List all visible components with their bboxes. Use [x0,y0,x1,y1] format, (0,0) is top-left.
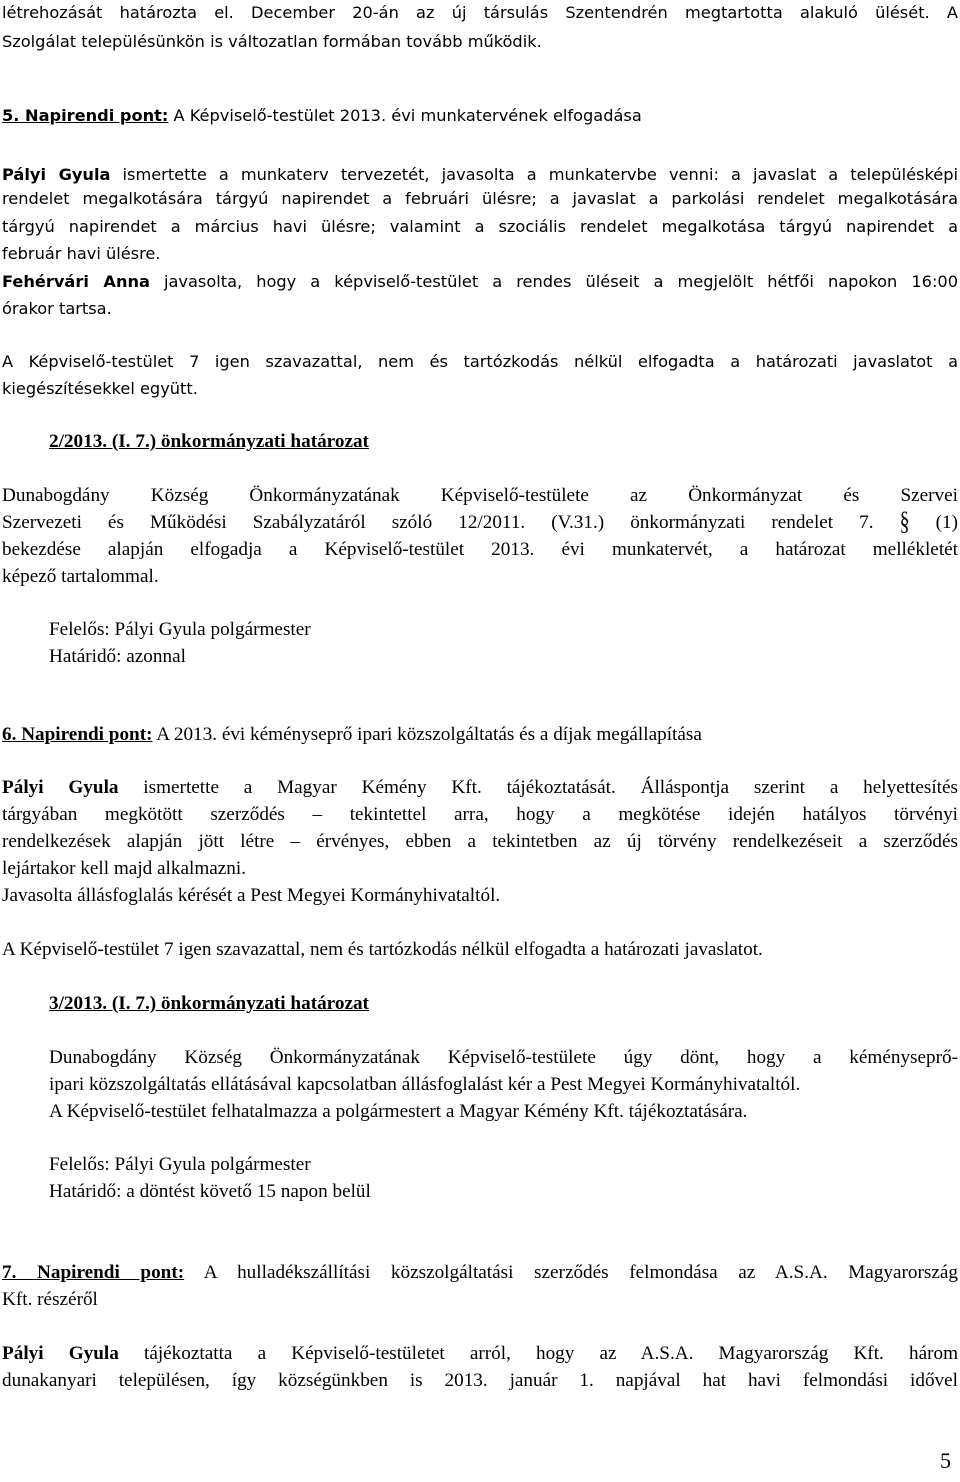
resolution-text-line: A Képviselő-testület felhatalmazza a polgármestert a Magyar Kémény Kft. tájékoztatására. [49,1101,748,1122]
resolution-title: 2/2013. (I. 7.) önkormányzati határozat [49,431,369,452]
deadline-line: Határidő: azonnal [49,646,186,667]
resolution-text-line: képező tartalommal. [2,566,159,587]
paragraph-line: rendelkezések alapján jött létre – érvényes, ebben a tekintetben az új törvény rendelkezéseit a szerződés [2,831,958,852]
agenda-item-6-heading: 6. Napirendi pont: A 2013. évi kéményseprő ipari közszolgáltatás és a díjak megállapítása [2,724,702,745]
paragraph-line: órakor tartsa. [2,299,112,318]
paragraph-line: Pályi Gyula ismertette a munkaterv tervezetét, javasolta a munkatervbe venni: a javaslat a településképi [2,165,958,184]
resolution-text-line: ipari közszolgáltatás ellátásával kapcsolatban állásfoglalást kér a Pest Megyei Kormányhivataltól. [49,1074,801,1095]
intro-line: Szolgálat településünkön is változatlan formában tovább működik. [2,32,542,51]
paragraph-line: tárgyában megkötött szerződés – tekintettel arra, hogy a megkötése idején hatályos törvényi [2,804,958,825]
paragraph-line: tárgyú napirendet a március havi ülésre; valamint a szociális rendelet megalkotása tárgyú napirendet a [2,217,958,236]
resolution-text-line: Szervezeti és Működési Szabályzatáról szóló 12/2011. (V.31.) önkormányzati rendelet 7. § (1) [2,507,958,537]
responsible-line: Felelős: Pályi Gyula polgármester [49,1154,311,1175]
intro-line: létrehozását határozta el. December 20-án az új társulás Szentendrén megtartotta alakuló ülését. A [2,3,958,22]
paragraph-line: Pályi Gyula ismertette a Magyar Kémény Kft. tájékoztatását. Álláspontja szerint a helyettesítés [2,777,958,798]
resolution-text-line: Dunabogdány Község Önkormányzatának Képviselő-testülete úgy dönt, hogy a kéményseprő- [49,1047,958,1068]
responsible-line: Felelős: Pályi Gyula polgármester [49,619,311,640]
agenda-item-7-heading: 7. Napirendi pont: A hulladékszállítási közszolgáltatási szerződés felmondása az A.S.A. Magyarország [2,1262,958,1283]
agenda-item-5-heading: 5. Napirendi pont: A Képviselő-testület 2013. évi munkatervének elfogadása [2,106,642,125]
resolution-text-line: bekezdése alapján elfogadja a Képviselő-testület 2013. évi munkatervét, a határozat mellékletét [2,539,958,560]
resolution-title: 3/2013. (I. 7.) önkormányzati határozat [49,993,369,1014]
paragraph-line: Javasolta állásfoglalás kérését a Pest Megyei Kormányhivataltól. [2,885,501,906]
paragraph-line: Pályi Gyula tájékoztatta a Képviselő-testületet arról, hogy az A.S.A. Magyarország Kft. három [2,1343,958,1364]
vote-line: A Képviselő-testület 7 igen szavazattal, nem és tartózkodás nélkül elfogadta a határozati javaslatot. [2,939,763,960]
paragraph-line: február havi ülésre. [2,244,161,263]
agenda-item-7-heading-cont: Kft. részéről [2,1289,98,1310]
paragraph-line: dunakanyari településen, így községünkben is 2013. január 1. napjával hat havi felmondási idővel [2,1370,958,1391]
deadline-line: Határidő: a döntést követő 15 napon belül [49,1181,371,1202]
resolution-text-line: Dunabogdány Község Önkormányzatának Képviselő-testülete az Önkormányzat és Szervei [2,485,958,506]
paragraph-line: Fehérvári Anna javasolta, hogy a képviselő-testület a rendes üléseit a megjelölt hétfői napokon 16:00 [2,272,958,291]
paragraph-line: lejártakor kell majd alkalmazni. [2,858,247,879]
vote-line: kiegészítésekkel együtt. [2,379,198,398]
paragraph-line: rendelet megalkotására tárgyú napirendet a februári ülésre; a javaslat a parkolási rendelet megalkotására [2,189,958,208]
vote-line: A Képviselő-testület 7 igen szavazattal, nem és tartózkodás nélkül elfogadta a határozati javaslatot a [2,352,958,371]
page-number: 5 [940,1448,951,1473]
